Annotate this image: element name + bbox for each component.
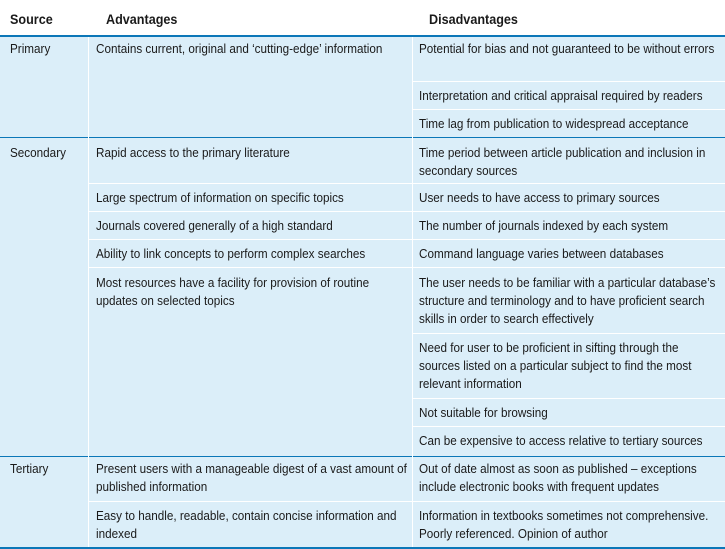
disadvantage-cell: User needs to have access to primary sources: [419, 190, 660, 205]
disadvantage-cell: Out of date almost as soon as published – exceptions include electronic books with frequent updates: [419, 461, 697, 494]
cell-separator: [413, 267, 725, 268]
disadvantage-cell: Interpretation and critical appraisal required by readers: [419, 88, 703, 103]
disadvantage-cell: Need for user to be proficient in sifting through the sources listed on a particular subject to find the most relevant information: [419, 340, 692, 391]
advantage-cell: Journals covered generally of a high standard: [96, 218, 333, 233]
cell-separator: [413, 426, 725, 427]
header-source: Source: [10, 11, 53, 27]
disadvantage-cell: The number of journals indexed by each system: [419, 218, 669, 233]
disadvantage-cell: Time lag from publication to widespread acceptance: [419, 116, 689, 131]
cell-separator: [413, 109, 725, 110]
disadvantage-cell: Not suitable for browsing: [419, 405, 548, 420]
disadvantage-cell: Command language varies between databases: [419, 246, 664, 261]
cell-separator: [89, 211, 412, 212]
disadvantage-cell: Potential for bias and not guaranteed to be without errors: [419, 41, 715, 56]
cell-separator: [413, 183, 725, 184]
advantage-cell: Rapid access to the primary literature: [96, 145, 290, 160]
cell-separator: [413, 239, 725, 240]
disadvantage-cell: Information in textbooks sometimes not comprehensive. Poorly referenced. Opinion of author: [419, 508, 709, 541]
source-cell: Tertiary: [10, 461, 49, 476]
cell-separator: [413, 501, 725, 502]
advantage-cell: Ability to link concepts to perform complex searches: [96, 246, 366, 261]
advantage-cell: Most resources have a facility for provision of routine updates on selected topics: [96, 275, 370, 308]
disadvantage-cell: Can be expensive to access relative to tertiary sources: [419, 433, 703, 448]
cell-separator: [89, 267, 412, 268]
header-disadvantages: Disadvantages: [429, 11, 518, 27]
cell-separator: [413, 81, 725, 82]
source-cell: Primary: [10, 41, 51, 56]
header-advantages: Advantages: [106, 11, 178, 27]
table-header: [0, 0, 725, 37]
disadvantage-cell: Time period between article publication and inclusion in secondary sources: [419, 145, 706, 178]
column-divider: [88, 37, 89, 547]
cell-separator: [413, 398, 725, 399]
source-cell: Secondary: [10, 145, 66, 160]
advantage-cell: Easy to handle, readable, contain concise information and indexed: [96, 508, 397, 541]
cell-separator: [89, 183, 412, 184]
advantage-cell: Contains current, original and ‘cutting-edge’ information: [96, 41, 383, 56]
advantage-cell: Large spectrum of information on specific topics: [96, 190, 344, 205]
advantage-cell: Present users with a manageable digest of a vast amount of published information: [96, 461, 407, 494]
cell-separator: [413, 333, 725, 334]
cell-separator: [413, 211, 725, 212]
disadvantage-cell: The user needs to be familiar with a particular database’s structure and terminology and to have proficient search skills in order to search effectively: [419, 275, 716, 326]
cell-separator: [89, 239, 412, 240]
cell-separator: [89, 501, 412, 502]
column-divider: [412, 37, 413, 547]
